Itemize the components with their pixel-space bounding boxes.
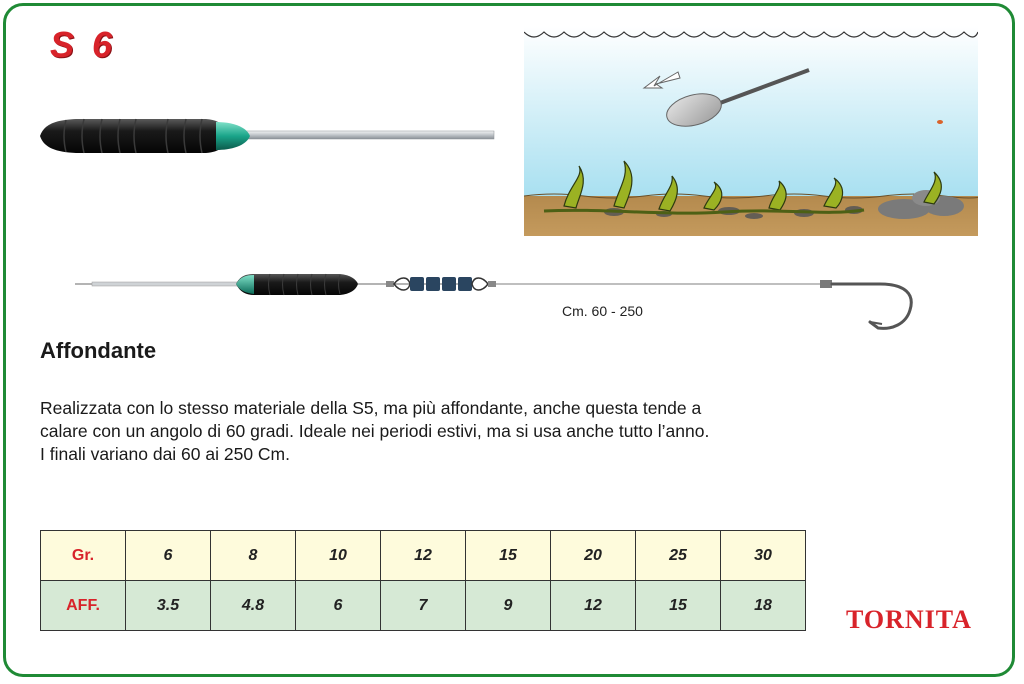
weight-cell: 10 — [296, 531, 381, 581]
weight-cell: 25 — [636, 531, 721, 581]
row-label-aff: AFF. — [41, 581, 126, 631]
product-description — [40, 397, 880, 466]
spec-table — [40, 530, 806, 631]
weight-cell: 15 — [466, 531, 551, 581]
row-label-gr: Gr. — [41, 531, 126, 581]
underwater-scene-illustration — [524, 26, 978, 236]
sinking-cell: 6 — [296, 581, 381, 631]
rig-illustration — [70, 262, 930, 334]
spec-row-sinking — [41, 581, 806, 631]
weight-cell: 12 — [381, 531, 466, 581]
sinking-cell: 18 — [721, 581, 806, 631]
sinking-cell: 15 — [636, 581, 721, 631]
model-code: S 6 — [50, 24, 117, 65]
spec-row-weight — [41, 531, 806, 581]
weight-cell: 6 — [126, 531, 211, 581]
weight-cell: 20 — [551, 531, 636, 581]
sinking-cell: 7 — [381, 581, 466, 631]
float-illustration — [36, 110, 498, 162]
weight-cell: 8 — [211, 531, 296, 581]
sinking-cell: 12 — [551, 581, 636, 631]
leader-length-label: Cm. 60 - 250 — [562, 303, 643, 319]
sinking-cell: 3.5 — [126, 581, 211, 631]
sinking-cell: 9 — [466, 581, 551, 631]
product-title: Affondante — [40, 338, 157, 363]
brand-logo: TORNITA — [846, 605, 972, 634]
weight-cell: 30 — [721, 531, 806, 581]
description-line: I finali variano dai 60 ai 250 Cm. — [40, 444, 290, 464]
description-line: calare con un angolo di 60 gradi. Ideale nei periodi estivi, ma si usa anche tutto l’anno. — [40, 421, 710, 441]
description-line: Realizzata con lo stesso materiale della S5, ma più affondante, anche questa tende a — [40, 398, 702, 418]
sinking-cell: 4.8 — [211, 581, 296, 631]
